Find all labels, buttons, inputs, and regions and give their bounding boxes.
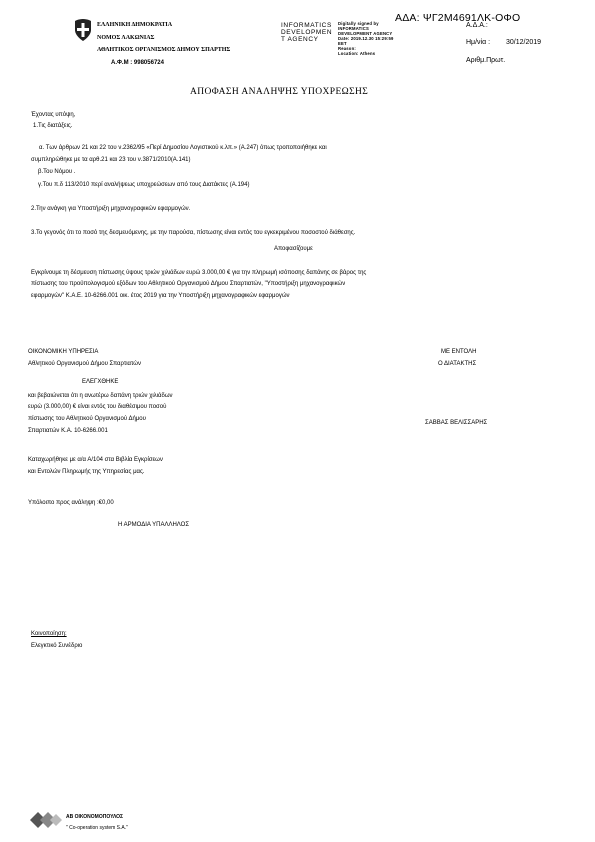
distribution-label: Κοινοποίηση: [31,631,67,637]
org-line-3: ΑΘΛΗΤΙΚΟΣ ΟΡΓΑΝΙΣΜΟΣ ΔΗΜΟΥ ΣΠΑΡΤΗΣ [97,47,231,53]
decision-heading: Αποφασίζουμε [274,246,313,252]
verify-line-2: ευρώ (3.000,00) € είναι εντός του διαθέσιμου ποσού [28,404,167,410]
item-b: β.Του Νόμου . [38,169,76,175]
ada-code: ΑΔΑ: ΨΓ2Μ4691ΛΚ-ΟΦΟ [395,12,521,24]
agency-name: INFORMATICS DEVELOPMEN T AGENCY [281,22,333,43]
protocol-label: Αριθμ.Πρωτ. [466,57,506,64]
item-a-line-2: συμπληρώθηκε με τα αρθ.21 και 23 του ν.3871/2010(Α.141) [31,157,191,163]
company-tagline: " Co-operation system S.A." [66,825,128,831]
responsible-official: Η ΑΡΜΟΔΙΑ ΥΠΑΛΛΗΛΟΣ [118,522,190,528]
ada-short-label: Α.Δ.Α.: [466,22,488,29]
verify-line-3: πίστωσης του Αθλητικού Οργανισμού Δήμου [28,416,146,422]
verify-line-1: και βεβαιώνεται ότι η ανωτέρω δαπάνη τριών χιλιάδων [28,393,173,399]
item-1: 1.Τις διατάξεις. [33,123,73,129]
date-label: Ημ/νία : [466,39,491,46]
item-a-line-1: α. Των άρθρων 21 και 22 του ν.2362/95 «Περί Δημοσίου Λογιστικού κ.λπ.» (Α.247) όπως τροποποιήθηκε και [39,145,327,151]
finance-organisation: Αθλητικού Οργανισμού Δήμου Σπαρτιατών [28,361,141,367]
intro-text: Έχοντας υπόψη, [31,112,76,118]
org-line-2: ΝΟΜΟΣ ΛΑΚΩΝΙΑΣ [97,35,155,41]
afm-number: Α.Φ.Μ : 998056724 [111,60,164,66]
finance-department: ΟΙΚΟΝΟΜΙΚΗ ΥΠΗΡΕΣΙΑ [28,349,99,355]
item-2: 2.Την ανάγκη για Υποστήριξη μηχανογραφικών εφαρμογών. [31,206,191,212]
document-title: ΑΠΟΦΑΣΗ ΑΝΑΛΗΨΗΣ ΥΠΟΧΡΕΩΣΗΣ [190,87,369,97]
company-logo-icon [30,812,62,828]
decision-line-2: πίστωσης του προϋπολογισμού εξόδων του Αθλητικού Οργανισμού Δήμου Σπαρτιατών, "Υποστήριξη μηχανογραφικών [31,281,346,287]
distribution-recipient: Ελεγκτικό Συνέδριο [31,643,83,649]
date-value: 30/12/2019 [506,39,542,46]
order-label: ΜΕ ΕΝΤΟΛΗ [441,349,477,355]
decision-line-3: εφαρμογών" Κ.Α.Ε. 10-6266.001 οικ. έτος 2019 για την Υποστήριξη μηχανογραφικών εφαρμογών [31,293,290,299]
registered-line-1: Καταχωρήθηκε με α/α Α/104 στα Βιβλία Εγκρίσεων [28,457,163,463]
item-3: 3.Το γεγονός ότι το ποσό της δεσμευόμενης, με την παρούσα, πίστωσης είναι εντός του εγκεκριμένου ποσοστού διάθεσης. [31,230,356,236]
item-c: γ.Του π.δ 113/2010 περί αναλήψεως υποχρεώσεων από τους Διατάκτες (Α.194) [38,182,250,188]
verify-line-4: Σπαρτιατών Κ.Α. 10-6266.001 [28,428,108,434]
registered-line-2: και Εντολών Πληρωμής της Υπηρεσίας μας. [28,469,145,475]
digital-signature-details: Digitally signed by INFORMATICS DEVELOPMENT AGENCY Date: 2019.12.30 15:29:59 EET Reason: Location: Athens [338,21,394,56]
greek-emblem-icon [72,18,94,42]
decision-line-1: Εγκρίνουμε τη δέσμευση πίστωσης ύψους τριών χιλιάδων ευρώ 3.000,00 € για την πληρωμή ισόποσης δαπάνης σε βάρος της [31,270,367,276]
company-name: ΑΒ ΟΙΚΟΝΟΜΟΠΟΥΛΟΣ [66,814,124,820]
remaining-amount: Υπόλοιπο προς ανάληψη :€0,00 [28,500,114,506]
authorizer-label: Ο ΔΙΑΤΑΚΤΗΣ [438,361,477,367]
org-line-1: ΕΛΛΗΝΙΚΗ ΔΗΜΟΚΡΑΤΙΑ [97,22,173,28]
authorizer-name: ΣΑΒΒΑΣ ΒΕΛΙΣΣΑΡΗΣ [425,420,488,426]
checked-label: ΕΛΕΓΧΘΗΚΕ [82,379,119,385]
